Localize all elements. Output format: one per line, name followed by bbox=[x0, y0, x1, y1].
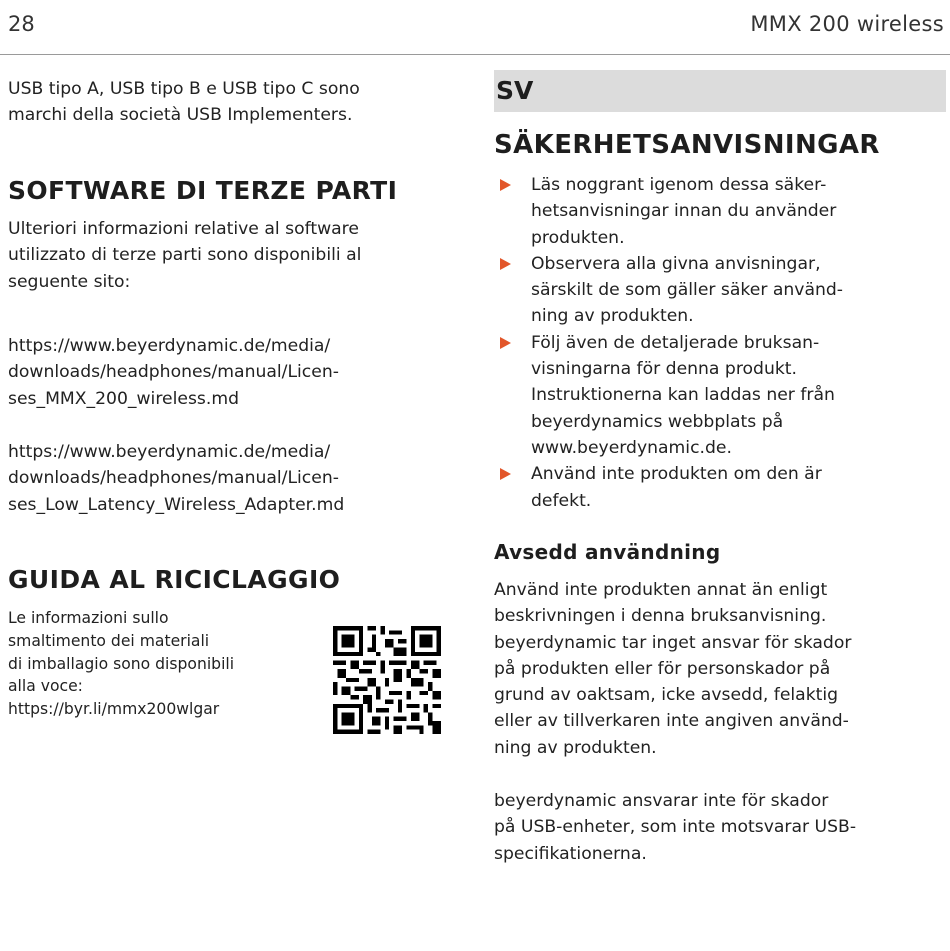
list-item bbox=[494, 461, 843, 514]
text-line: alla voce: bbox=[8, 677, 83, 696]
text-line: på USB-enheter, som inte motsvarar USB- bbox=[494, 817, 857, 838]
license-link-adapter[interactable] bbox=[8, 439, 344, 518]
text-line: på produkten eller för personskador på bbox=[494, 658, 831, 679]
page-number: 28 bbox=[8, 12, 35, 36]
text-line: ses_MMX_200_wireless.md bbox=[8, 388, 239, 409]
text-line: specifikationerna. bbox=[494, 843, 647, 864]
text-line: Instruktionerna kan laddas ner från bbox=[531, 385, 835, 406]
text-line: beyerdynamic tar inget ansvar för skador bbox=[494, 632, 852, 653]
qr-code-icon bbox=[333, 626, 441, 734]
usb-liability-paragraph bbox=[494, 788, 856, 867]
safety-heading: SÄKERHETSANVISNINGAR bbox=[494, 130, 880, 160]
language-bar bbox=[494, 70, 946, 112]
text-line: hetsanvisningar innan du använder bbox=[531, 201, 837, 222]
triangle-right-icon bbox=[500, 258, 511, 270]
text-line: beyerdynamic ansvarar inte för skador bbox=[494, 791, 829, 811]
text-line: USB tipo A, USB tipo B e USB tipo C sono bbox=[8, 79, 360, 99]
recycling-info bbox=[8, 607, 234, 721]
text-line: utilizzato di terze parti sono disponibili al bbox=[8, 245, 362, 266]
triangle-right-icon bbox=[500, 468, 511, 480]
text-line: ning av produkten. bbox=[531, 306, 694, 327]
third-party-heading: SOFTWARE DI TERZE PARTI bbox=[8, 176, 398, 205]
recycling-link[interactable]: https://byr.li/mmx200wlgar bbox=[8, 700, 220, 719]
text-line: produkten. bbox=[531, 227, 625, 248]
text-line: di imballagio sono disponibili bbox=[8, 654, 235, 673]
license-link-mmx200[interactable] bbox=[8, 333, 339, 412]
text-line: Använd inte produkten om den är bbox=[531, 464, 822, 485]
text-line: eller av tillverkaren inte angiven använd- bbox=[494, 711, 849, 732]
triangle-right-icon bbox=[500, 337, 511, 349]
text-line: Använd inte produkten annat än enligt bbox=[494, 580, 828, 600]
trademark-paragraph bbox=[8, 76, 360, 129]
safety-list bbox=[494, 172, 843, 514]
text-line: beskrivningen i denna bruksanvisning. bbox=[494, 606, 827, 627]
text-line: visningarna för denna produkt. bbox=[531, 359, 797, 380]
text-line: Observera alla givna anvisningar, bbox=[531, 253, 821, 274]
text-line: https://www.beyerdynamic.de/media/ bbox=[8, 336, 331, 356]
header-divider bbox=[0, 54, 950, 55]
page-header bbox=[0, 0, 950, 54]
language-code: SV bbox=[496, 76, 534, 105]
text-line: smaltimento dei materiali bbox=[8, 631, 210, 650]
text-line: beyerdynamics webbplats på bbox=[531, 411, 784, 432]
text-line: ning av produkten. bbox=[494, 737, 657, 758]
text-line: Ulteriori informazioni relative al software bbox=[8, 219, 359, 239]
text-line: Läs noggrant igenom dessa säker- bbox=[531, 175, 827, 195]
list-item bbox=[494, 251, 843, 330]
third-party-intro bbox=[8, 216, 361, 295]
list-item bbox=[494, 172, 843, 251]
text-line: ses_Low_Latency_Wireless_Adapter.md bbox=[8, 494, 345, 515]
text-line: seguente sito: bbox=[8, 271, 131, 292]
list-item bbox=[494, 330, 843, 461]
text-line: defekt. bbox=[531, 490, 592, 511]
text-line: https://www.beyerdynamic.de/media/ bbox=[8, 442, 331, 462]
text-line: särskilt de som gäller säker använd- bbox=[531, 280, 844, 301]
document-title: MMX 200 wireless bbox=[750, 12, 944, 36]
recycling-heading: GUIDA AL RICICLAGGIO bbox=[8, 565, 341, 594]
intended-use-heading: Avsedd användning bbox=[494, 540, 721, 564]
text-line: grund av oaktsam, icke avsedd, felaktig bbox=[494, 685, 839, 706]
text-line: Le informazioni sullo bbox=[8, 609, 169, 627]
text-line: www.beyerdynamic.de. bbox=[531, 437, 732, 458]
text-line: marchi della società USB Implementers. bbox=[8, 105, 353, 126]
intended-use-paragraph bbox=[494, 577, 851, 761]
triangle-right-icon bbox=[500, 179, 511, 191]
text-line: downloads/headphones/manual/Licen- bbox=[8, 362, 339, 383]
text-line: Följ även de detaljerade bruksan- bbox=[531, 332, 820, 353]
text-line: downloads/headphones/manual/Licen- bbox=[8, 468, 339, 489]
